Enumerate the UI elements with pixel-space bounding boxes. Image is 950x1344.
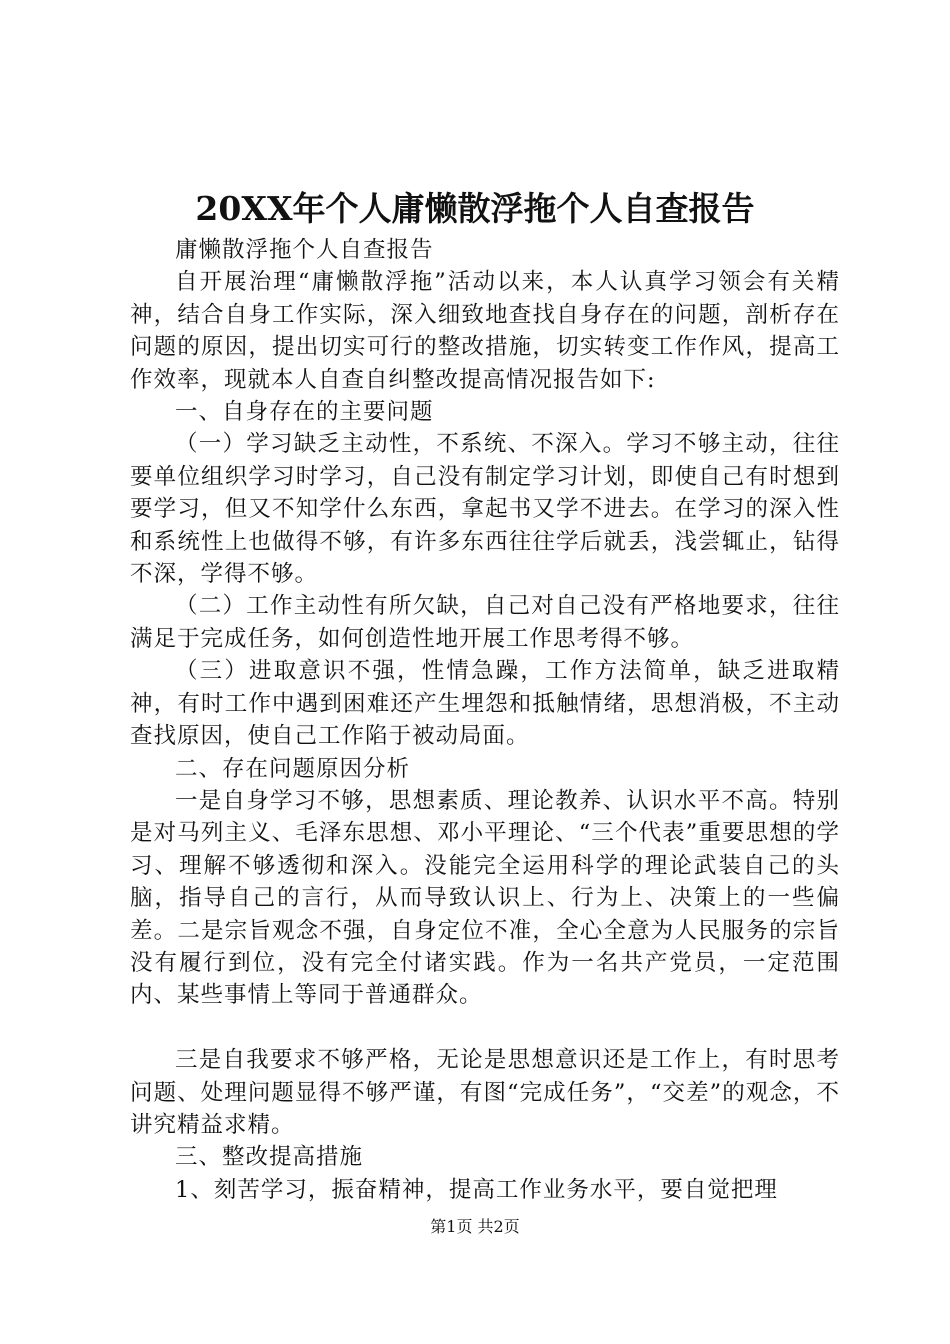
paragraph-subtitle: 庸懒散浮拖个人自查报告 <box>175 237 434 263</box>
section-heading-3: 三、整改提高措施 <box>175 1144 364 1171</box>
section-heading-1: 一、自身存在的主要问题 <box>175 399 434 426</box>
paragraph-issue-2: （二）工作主动性有所欠缺，自己对自己没有严格地要求，往往满足于完成任务，如何创造性地开展工作思考得不够。 <box>130 593 840 652</box>
paragraph-intro: 自开展治理“庸懒散浮拖”活动以来，本人认真学习领会有关精神，结合自身工作实际，深入细致地查找自身存在的问题，剖析存在问题的原因，提出切实可行的整改措施，切实转变工作作风，提高工作效率，现就本人自查自纠整改提高情况报告如下: <box>130 269 840 393</box>
document-body <box>130 234 840 1206</box>
paragraph-cause-2: 三是自我要求不够严格，无论是思想意识还是工作上，有时思考问题、处理问题显得不够严谨，有图“完成任务”，“交差”的观念，不讲究精益求精。 <box>130 1047 840 1138</box>
section-heading-2: 二、存在问题原因分析 <box>175 755 411 782</box>
page-footer: 第1页 共2页 <box>430 1217 520 1236</box>
paragraph-spacer <box>130 1012 840 1044</box>
paragraph-cause-1: 一是自身学习不够，思想素质、理论教养、认识水平不高。特别是对马列主义、毛泽东思想、邓小平理论、“三个代表”重要思想的学习、理解不够透彻和深入。没能完全运用科学的理论武装自己的头脑，指导自己的言行，从而导致认识上、行为上、决策上的一些偏差。二是宗旨观念不强，自身定位不准，全心全意为人民服务的宗旨没有履行到位，没有完全付诸实践。作为一名共产党员，一定范围内、某些事情上等同于普通群众。 <box>130 787 840 1009</box>
paragraph-issue-3: （三）进取意识不强，性情急躁，工作方法简单，缺乏进取精神，有时工作中遇到困难还产生埋怨和抵触情绪，思想消极，不主动查找原因，使自己工作陷于被动局面。 <box>130 658 840 750</box>
paragraph-issue-1: （一）学习缺乏主动性，不系统、不深入。学习不够主动，往往要单位组织学习时学习，自己没有制定学习计划，即使自己有时想到要学习，但又不知学什么东西，拿起书又学不进去。在学习的深入性和系统性上也做得不够，有许多东西往往学后就丢，浅尝辄止，钻得不深，学得不够。 <box>130 431 840 588</box>
paragraph-measure-1: 1、刻苦学习，振奋精神，提高工作业务水平，要自觉把理 <box>175 1176 778 1203</box>
document-title: 20XX年个人庸懒散浮拖个人自查报告 <box>195 189 755 228</box>
